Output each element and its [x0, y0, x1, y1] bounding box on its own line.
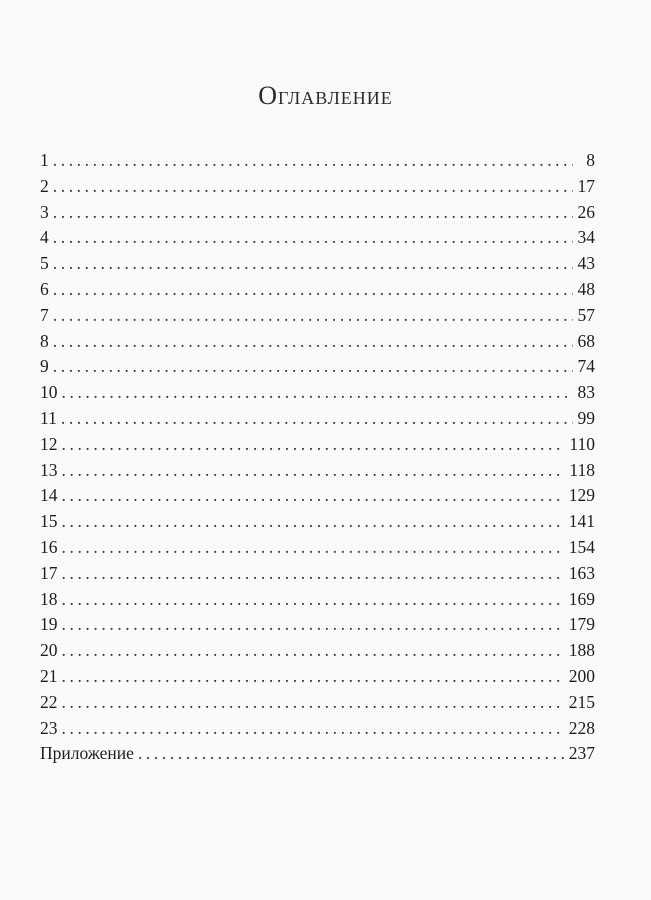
toc-entry-page: 83: [577, 382, 595, 403]
toc-entry: [40, 303, 595, 329]
toc-entry: [40, 432, 595, 458]
toc-entry-label: 17: [40, 562, 58, 583]
toc-entry-label: 3: [40, 201, 49, 222]
toc-entry-page: 141: [568, 511, 595, 532]
toc-entry-page: 57: [577, 304, 595, 325]
toc-entry-label: 5: [40, 253, 49, 274]
toc-entry-label: 11: [40, 407, 57, 428]
toc-entry-label: 1: [40, 150, 49, 170]
toc-entry-page: 200: [568, 665, 595, 686]
toc-entry-page: 99: [577, 407, 595, 428]
toc-leader-dots: [62, 690, 565, 716]
toc-entry-label: 14: [40, 485, 58, 506]
toc-entry-page: 169: [568, 588, 595, 609]
toc-leader-dots: [62, 561, 565, 587]
toc-entry-label: 8: [40, 330, 49, 351]
toc-entry-label: 6: [40, 278, 49, 299]
toc-entry-page: 228: [568, 717, 595, 738]
toc-entry-label: 22: [40, 691, 58, 712]
toc-entry-label: Приложение: [40, 743, 134, 764]
toc-entry-page: 34: [577, 227, 595, 248]
toc-entry-page: 237: [568, 743, 595, 764]
toc-entry: [40, 741, 595, 767]
toc-entry-page: 215: [568, 691, 595, 712]
toc-entry-page: 43: [577, 253, 595, 274]
toc-entry-label: 4: [40, 227, 49, 248]
toc-leader-dots: [62, 587, 565, 613]
toc-entry: [40, 277, 595, 303]
toc-leader-dots: [62, 664, 565, 690]
toc-entry: [40, 612, 595, 638]
toc-entry: [40, 354, 595, 380]
toc-leader-dots: [53, 303, 573, 329]
toc-leader-dots: [62, 509, 565, 535]
toc-leader-dots: [53, 354, 573, 380]
toc-entry: [40, 664, 595, 690]
toc-entry-page: 74: [577, 356, 595, 377]
toc-entry: [40, 535, 595, 561]
toc-entry-page: 163: [568, 562, 595, 583]
toc-entry-label: 15: [40, 511, 58, 532]
toc-entry-label: 18: [40, 588, 58, 609]
toc-entry-page: 68: [577, 330, 595, 351]
toc-entry-label: 16: [40, 536, 58, 557]
toc-leader-dots: [62, 535, 565, 561]
toc-entry: [40, 200, 595, 226]
toc-entry-label: 2: [40, 175, 49, 196]
toc-entry-label: 23: [40, 717, 58, 738]
toc-entry-page: 17: [577, 175, 595, 196]
toc-entry-page: 129: [568, 485, 595, 506]
toc-entry-label: 7: [40, 304, 49, 325]
toc-entry-page: 188: [568, 640, 595, 661]
toc-entry: [40, 458, 595, 484]
toc-entry-label: 12: [40, 433, 58, 454]
toc-entry-page: 8: [586, 150, 595, 170]
toc-leader-dots: [62, 458, 566, 484]
toc-entry: [40, 483, 595, 509]
toc-leader-dots: [53, 225, 573, 251]
toc-entry: [40, 690, 595, 716]
toc-leader-dots: [62, 716, 565, 742]
toc-leader-dots: [53, 277, 573, 303]
toc-entry-page: 154: [568, 536, 595, 557]
toc-leader-dots: [53, 148, 573, 174]
toc-entry-label: 10: [40, 382, 58, 403]
toc-leader-dots: [53, 174, 573, 200]
toc-entry-label: 13: [40, 459, 58, 480]
toc-entry: [40, 174, 595, 200]
toc-entry: [40, 148, 595, 174]
toc-leader-dots: [61, 406, 573, 432]
toc-leader-dots: [53, 251, 573, 277]
toc-leader-dots: [62, 483, 565, 509]
toc-entry-page: 110: [569, 433, 595, 454]
toc-entry-page: 48: [577, 278, 595, 299]
toc-entry-page: 179: [568, 614, 595, 635]
toc-entry: [40, 509, 595, 535]
toc-entry: [40, 561, 595, 587]
toc-leader-dots: [53, 329, 573, 355]
toc-entry: [40, 251, 595, 277]
toc-entry: [40, 406, 595, 432]
page-title: Оглавление: [258, 81, 393, 111]
toc-entry: [40, 225, 595, 251]
toc-leader-dots: [62, 432, 566, 458]
toc-leader-dots: [62, 638, 565, 664]
toc-entry-label: 19: [40, 614, 58, 635]
toc-entry: [40, 329, 595, 355]
toc-entry-label: 9: [40, 356, 49, 377]
toc-leader-dots: [62, 612, 565, 638]
toc-entry-page: 26: [577, 201, 595, 222]
toc-entry-page: 118: [569, 459, 595, 480]
toc-leader-dots: [62, 380, 574, 406]
toc-entry: [40, 716, 595, 742]
toc-entry: [40, 638, 595, 664]
table-of-contents: [40, 148, 595, 767]
toc-entry: [40, 587, 595, 613]
toc-entry-label: 21: [40, 665, 58, 686]
toc-entry: [40, 380, 595, 406]
toc-leader-dots: [53, 200, 573, 226]
toc-leader-dots: [138, 741, 565, 767]
toc-entry-label: 20: [40, 640, 58, 661]
